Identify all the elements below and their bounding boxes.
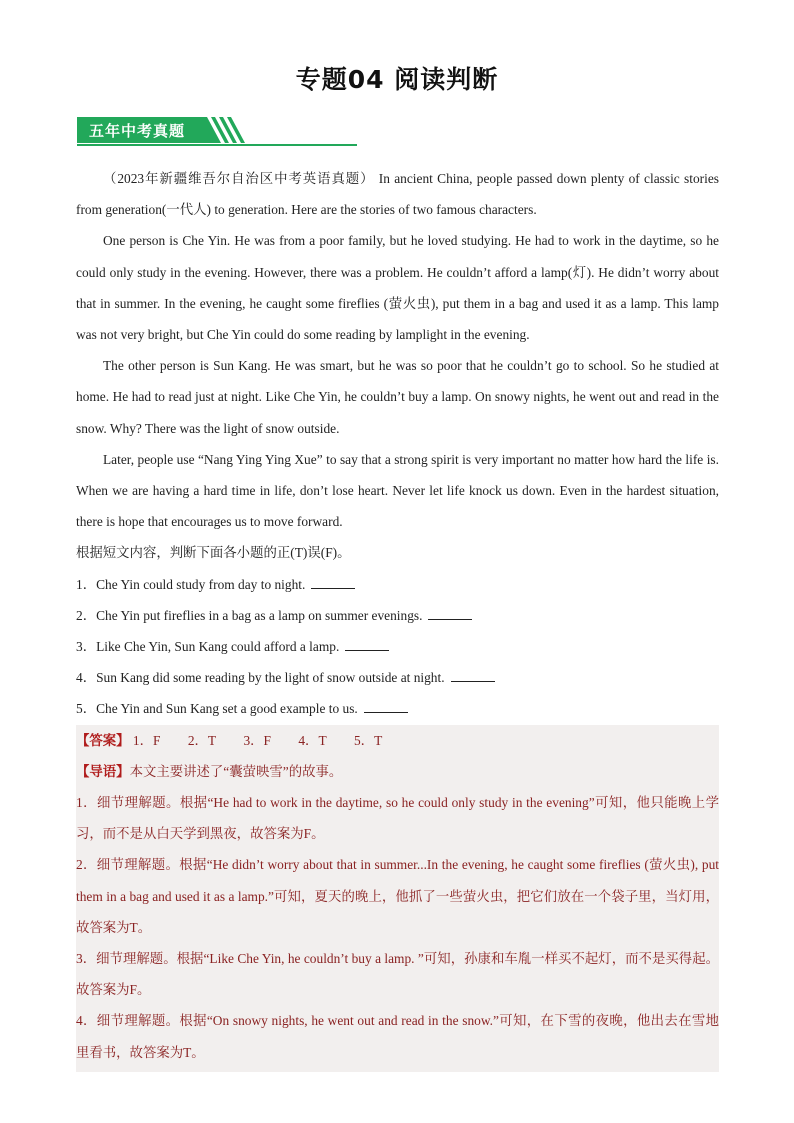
passage-paragraph: One person is Che Yin. He was from a poor family, but he loved studying. He had to work in the daytime, so he could only study in the evening. However, there was a problem. He couldn’t afford a lamp(灯). He didn’t worry about that in summer. In the evening, he caught some fireflies (萤火虫), put them in a bag and used it as a lamp. This lamp was not very bright, but Che Yin could do some reading by lamplight in the evening.	[76, 233, 719, 343]
answer-blank	[345, 638, 389, 651]
section-banner	[77, 113, 357, 147]
question-text: 2．Che Yin put fireflies in a bag as a lamp on summer evenings.	[76, 607, 423, 623]
document-body	[76, 163, 719, 1072]
question-item	[76, 631, 719, 662]
answer-box	[76, 725, 719, 1072]
passage-paragraph: Later, people use “Nang Ying Ying Xue” to say that a strong spirit is very important no matter how hard the life is. When we are having a hard time in life, don’t lose heart. Never let life knock us down. Even in the hardest situation, there is hope that encourages us to move forward.	[76, 451, 719, 530]
answer-item: 3．F	[243, 732, 271, 748]
explanation-item: 2．细节理解题。根据“He didn’t worry about that in summer...In the evening, he caught some fireflies (萤火虫), put them in a bag and used it as a lamp.”可知，夏天的晚上，他抓了一些萤火虫，把它们放在一个袋子里，当灯用，故答案为T。	[76, 857, 719, 935]
explanation-item: 3．细节理解题。根据“Like Che Yin, he couldn’t buy a lamp. ”可知，孙康和车胤一样买不起灯，而不是买得起。故答案为F。	[76, 951, 719, 998]
answer-label: 【答案】	[76, 732, 130, 748]
answer-blank	[364, 700, 408, 713]
explanation-item: 4．细节理解题。根据“On snowy nights, he went out and read in the snow.”可知，在下雪的夜晚，他出去在雪地里看书，故答案为T。	[76, 1013, 719, 1060]
answer-item: 2．T	[187, 732, 217, 748]
guide-line	[76, 756, 719, 787]
question-item	[76, 569, 719, 600]
banner-label: 五年中考真题	[89, 122, 186, 140]
page-title: 专题04 阅读判断	[295, 65, 499, 94]
passage-paragraph: The other person is Sun Kang. He was smart, but he was so poor that he couldn’t go to school. So he studied at home. He had to read just at night. Like Che Yin, he couldn’t buy a lamp. On snowy nights, he went out and read in the snow. Why? There was the light of snow outside.	[76, 358, 719, 436]
question-text: 5．Che Yin and Sun Kang set a good example to us.	[76, 701, 358, 717]
instruction: 根据短文内容，判断下面各小题的正(T)误(F)。	[76, 545, 351, 561]
question-item	[76, 662, 719, 693]
question-text: 3．Like Che Yin, Sun Kang could afford a lamp.	[76, 639, 340, 655]
guide-text: 本文主要讲述了“囊萤映雪”的故事。	[129, 763, 343, 779]
guide-label: 【导语】	[76, 763, 130, 779]
question-item	[76, 693, 719, 724]
answer-blank	[311, 576, 355, 589]
passage-paragraph: （2023年新疆维吾尔自治区中考英语真题） In ancient China, people passed down plenty of classic stories from generation(一代人) to generation. Here are the stories of two famous characters.	[76, 171, 719, 218]
answer-item: 4．T	[298, 732, 327, 748]
answer-line	[76, 725, 719, 756]
answer-item: 1．F	[132, 732, 161, 748]
question-text: 1．Che Yin could study from day to night.	[76, 576, 306, 592]
question-item	[76, 600, 719, 631]
question-text: 4．Sun Kang did some reading by the light of snow outside at night.	[76, 670, 445, 686]
answer-blank	[451, 669, 495, 682]
answer-item: 5．T	[353, 732, 383, 748]
answer-blank	[428, 607, 472, 620]
explanation-item: 1．细节理解题。根据“He had to work in the daytime, so he could only study in the evening”可知，他只能晚上学习，而不是从白天学到黑夜，故答案为F。	[76, 795, 719, 842]
